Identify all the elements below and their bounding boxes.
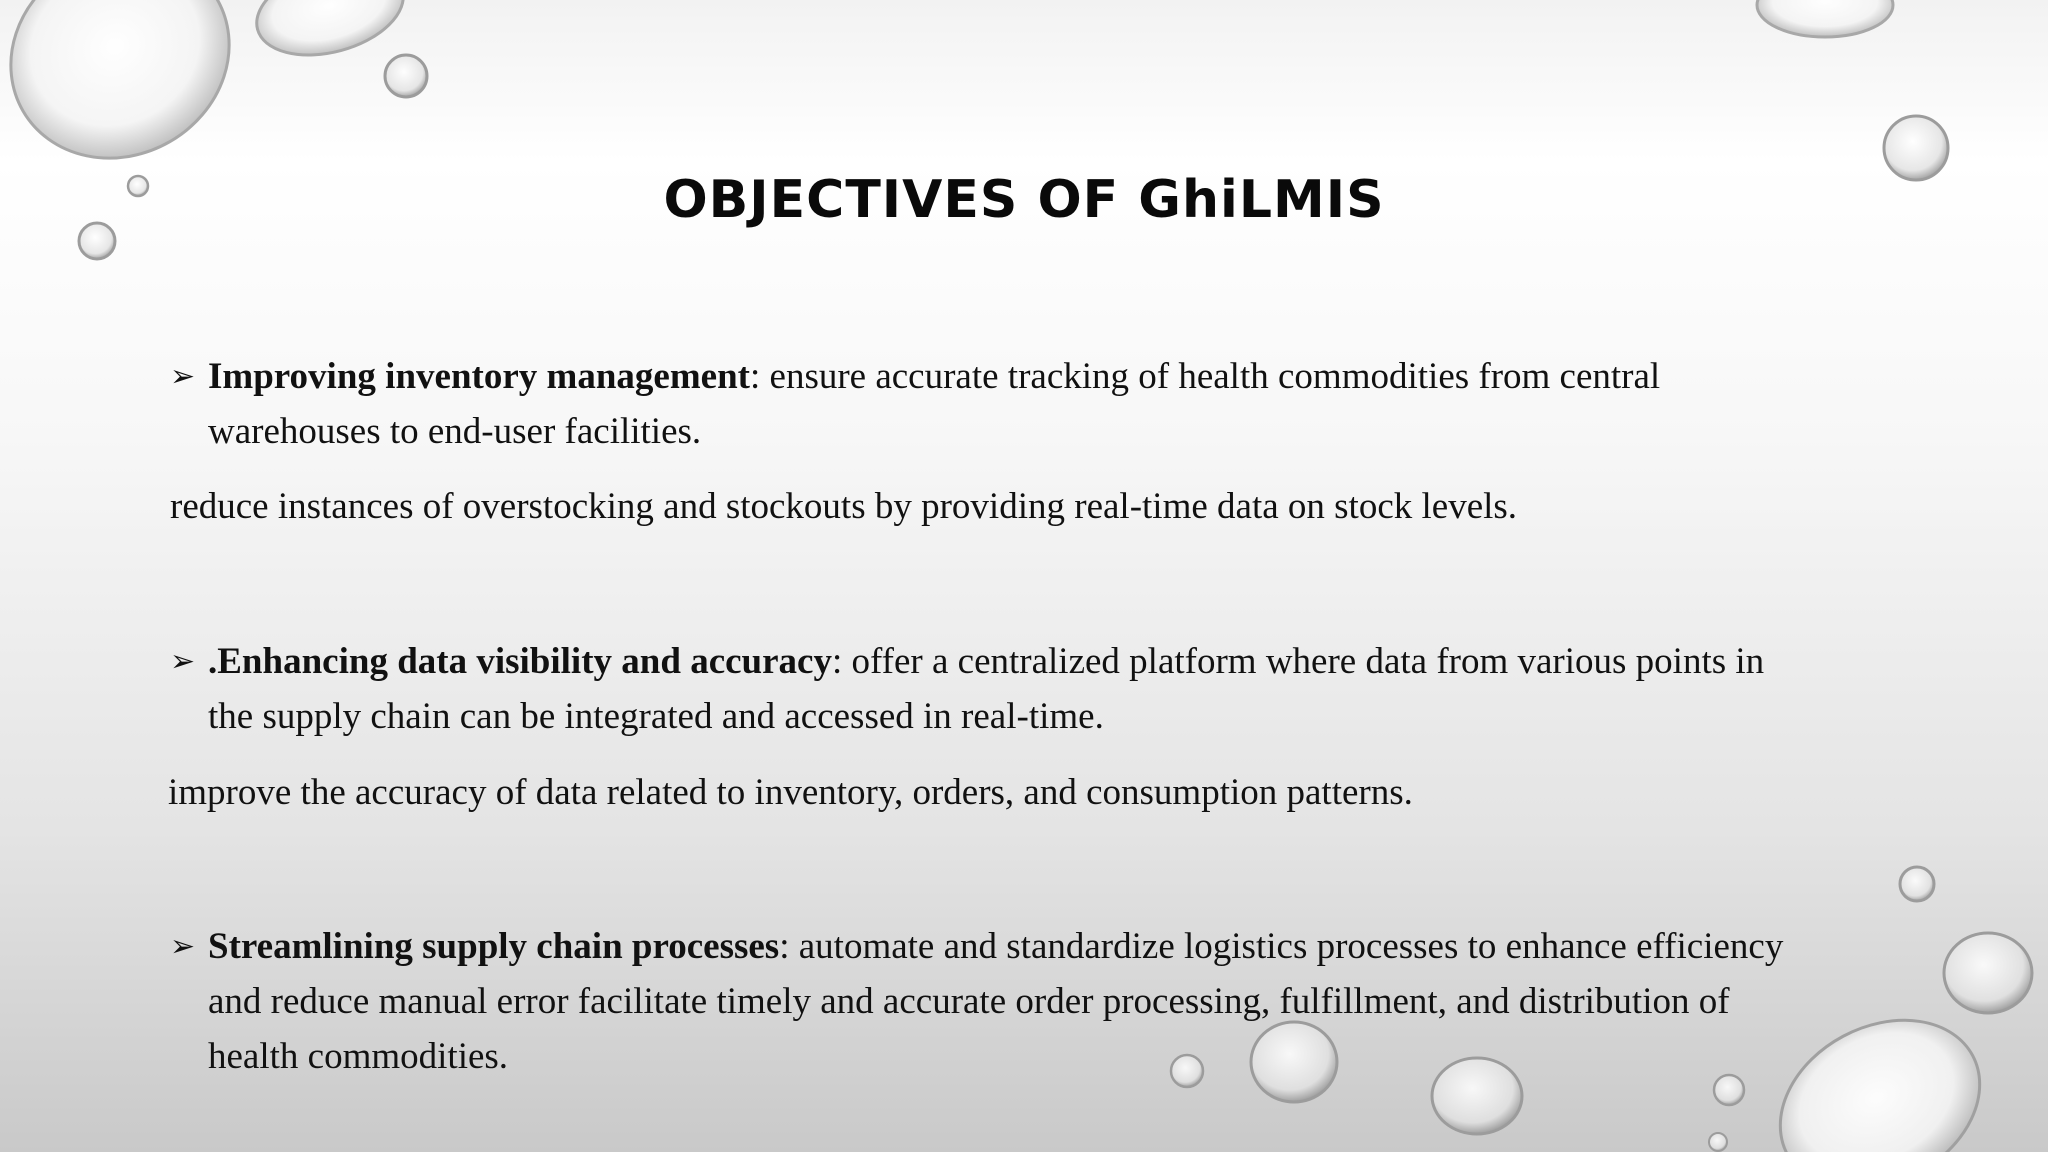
arrow-bullet-icon: ➢ <box>170 929 196 964</box>
objective-heading: Streamlining supply chain processes <box>208 926 780 967</box>
arrow-bullet-icon: ➢ <box>170 359 196 394</box>
objective-heading: Improving inventory management <box>208 356 750 397</box>
objective-line: offer a centralized platform where data from various points in <box>842 641 1765 682</box>
objective-text <box>208 349 1888 459</box>
objective-heading: .Enhancing data visibility and accuracy <box>208 641 832 682</box>
arrow-bullet-icon: ➢ <box>170 644 196 679</box>
objective-line: health commodities. <box>208 1036 509 1077</box>
objective-line: and reduce manual error facilitate timely and accurate order processing, fulfillment, and distribution of <box>208 981 1730 1022</box>
objective-line: warehouses to end-user facilities. <box>208 411 702 452</box>
objective-separator: : <box>749 356 761 397</box>
slide-title: OBJECTIVES OF GhiLMIS <box>663 170 1385 230</box>
objective-detail: improve the accuracy of data related to inventory, orders, and consumption patterns. <box>168 772 1413 813</box>
objective-detail: reduce instances of overstocking and stockouts by providing real-time data on stock levels. <box>170 486 1518 527</box>
objective-line: ensure accurate tracking of health commodities from central <box>760 356 1661 397</box>
objective-text <box>208 634 1888 744</box>
objective-separator: : <box>831 641 843 682</box>
objective-text <box>208 919 1888 1084</box>
objective-line: automate and standardize logistics processes to enhance efficiency <box>789 926 1784 967</box>
objective-separator: : <box>779 926 790 967</box>
objective-line: the supply chain can be integrated and accessed in real-time. <box>208 696 1104 737</box>
